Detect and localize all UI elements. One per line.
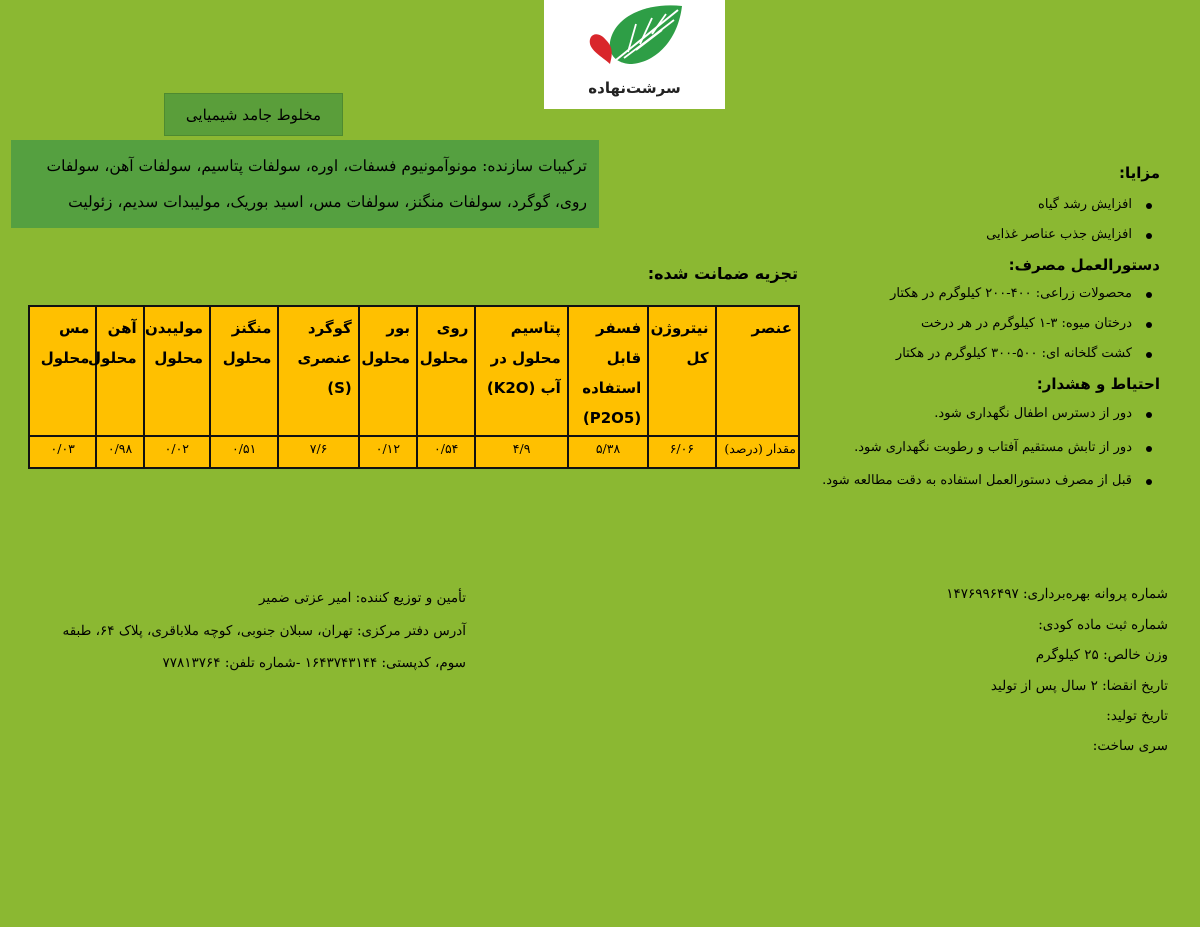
value-cell: ۶/۰۶: [648, 436, 715, 468]
header-cell: گوگرد عنصری (S): [278, 306, 358, 436]
value-cell: ۰/۵۱: [210, 436, 278, 468]
logo: [544, 0, 725, 109]
header-cell: مس محلول: [29, 306, 96, 436]
list-item: درختان میوه: ۳-۱ کیلوگرم در هر درخت: [921, 316, 1132, 331]
usage-heading: دستورالعمل مصرف:: [1008, 256, 1160, 274]
warnings-heading: احتیاط و هشدار:: [1036, 375, 1160, 393]
header-cell: پتاسیم محلول در آب (K2O): [475, 306, 567, 436]
value-cell: ۴/۹: [475, 436, 567, 468]
header-cell: عنصر: [716, 306, 799, 436]
analysis-table: [28, 305, 800, 469]
list-item: افزایش جذب عناصر غذایی: [986, 227, 1132, 242]
bullet-icon: [1146, 233, 1152, 239]
logo-brand-text: سرشت‌نهاده: [588, 79, 681, 97]
list-item: کشت گلخانه ای: ۵۰۰-۳۰۰ کیلوگرم در هکتار: [896, 346, 1132, 361]
bullet-icon: [1146, 292, 1152, 298]
benefits-heading: مزایا:: [1118, 164, 1160, 182]
supplier-address: آدرس دفتر مرکزی: تهران، سبلان جنوبی، کوچه ملاباقری، پلاک ۶۴، طبقه: [62, 623, 466, 639]
value-cell: ۰/۵۴: [417, 436, 475, 468]
net-weight: وزن خالص: ۲۵ کیلوگرم: [1035, 647, 1168, 663]
product-title: مخلوط جامد شیمیایی: [164, 93, 343, 136]
bullet-icon: [1146, 203, 1152, 209]
header-cell: روی محلول: [417, 306, 475, 436]
list-item: دور از تابش مستقیم آفتاب و رطوبت نگهداری شود.: [854, 440, 1132, 455]
header-cell: مولیبدن محلول: [144, 306, 210, 436]
bullet-icon: [1146, 322, 1152, 328]
production-date: تاریخ تولید:: [1106, 708, 1168, 724]
supplier-line: تأمین و توزیع کننده: امیر عزتی ضمیر: [258, 590, 466, 606]
value-cell: ۰/۰۲: [144, 436, 210, 468]
header-cell: بور محلول: [359, 306, 417, 436]
license-number: شماره پروانه بهره‌برداری: ۱۴۷۶۹۹۶۴۹۷: [946, 586, 1168, 602]
bullet-icon: [1146, 412, 1152, 418]
header-cell: آهن محلول: [96, 306, 143, 436]
bullet-icon: [1146, 446, 1152, 452]
composition-box: ترکیبات سازنده: مونوآمونیوم فسفات، اوره، سولفات پتاسیم، سولفات آهن، سولفات روی، گوگرد، سولفات منگنز، سولفات مس، اسید بوریک، مولیبدات سدیم، زئولیت: [11, 140, 599, 228]
list-item: محصولات زراعی: ۴۰۰-۲۰۰ کیلوگرم در هکتار: [890, 286, 1132, 301]
list-item: دور از دسترس اطفال نگهداری شود.: [934, 406, 1132, 421]
value-cell: ۵/۳۸: [568, 436, 648, 468]
header-cell: فسفر قابل استفاده (P2O5): [568, 306, 648, 436]
value-cell: ۰/۱۲: [359, 436, 417, 468]
header-cell: نیتروژن کل: [648, 306, 715, 436]
batch-number: سری ساخت:: [1092, 738, 1168, 754]
analysis-header-row: [29, 306, 799, 436]
registration-number: شماره ثبت ماده کودی:: [1038, 617, 1168, 633]
header-cell: منگنز محلول: [210, 306, 278, 436]
value-cell: ۰/۰۳: [29, 436, 96, 468]
value-cell: ۷/۶: [278, 436, 358, 468]
analysis-values-row: [29, 436, 799, 468]
leaf-heart-logo-icon: [544, 0, 725, 80]
value-cell: ۰/۹۸: [96, 436, 143, 468]
list-item: افزایش رشد گیاه: [1038, 197, 1132, 212]
analysis-title: تجزیه ضمانت شده:: [647, 264, 798, 283]
expiry-date: تاریخ انقضا: ۲ سال پس از تولید: [990, 678, 1168, 694]
supplier-contact: سوم، کدپستی: ۱۶۴۳۷۴۳۱۴۴ -شماره تلفن: ۷۷۸۱۳۷۶۴: [162, 655, 466, 671]
list-item: قبل از مصرف دستورالعمل استفاده به دقت مطالعه شود.: [822, 473, 1132, 488]
value-cell: مقدار (درصد): [716, 436, 799, 468]
bullet-icon: [1146, 479, 1152, 485]
bullet-icon: [1146, 352, 1152, 358]
